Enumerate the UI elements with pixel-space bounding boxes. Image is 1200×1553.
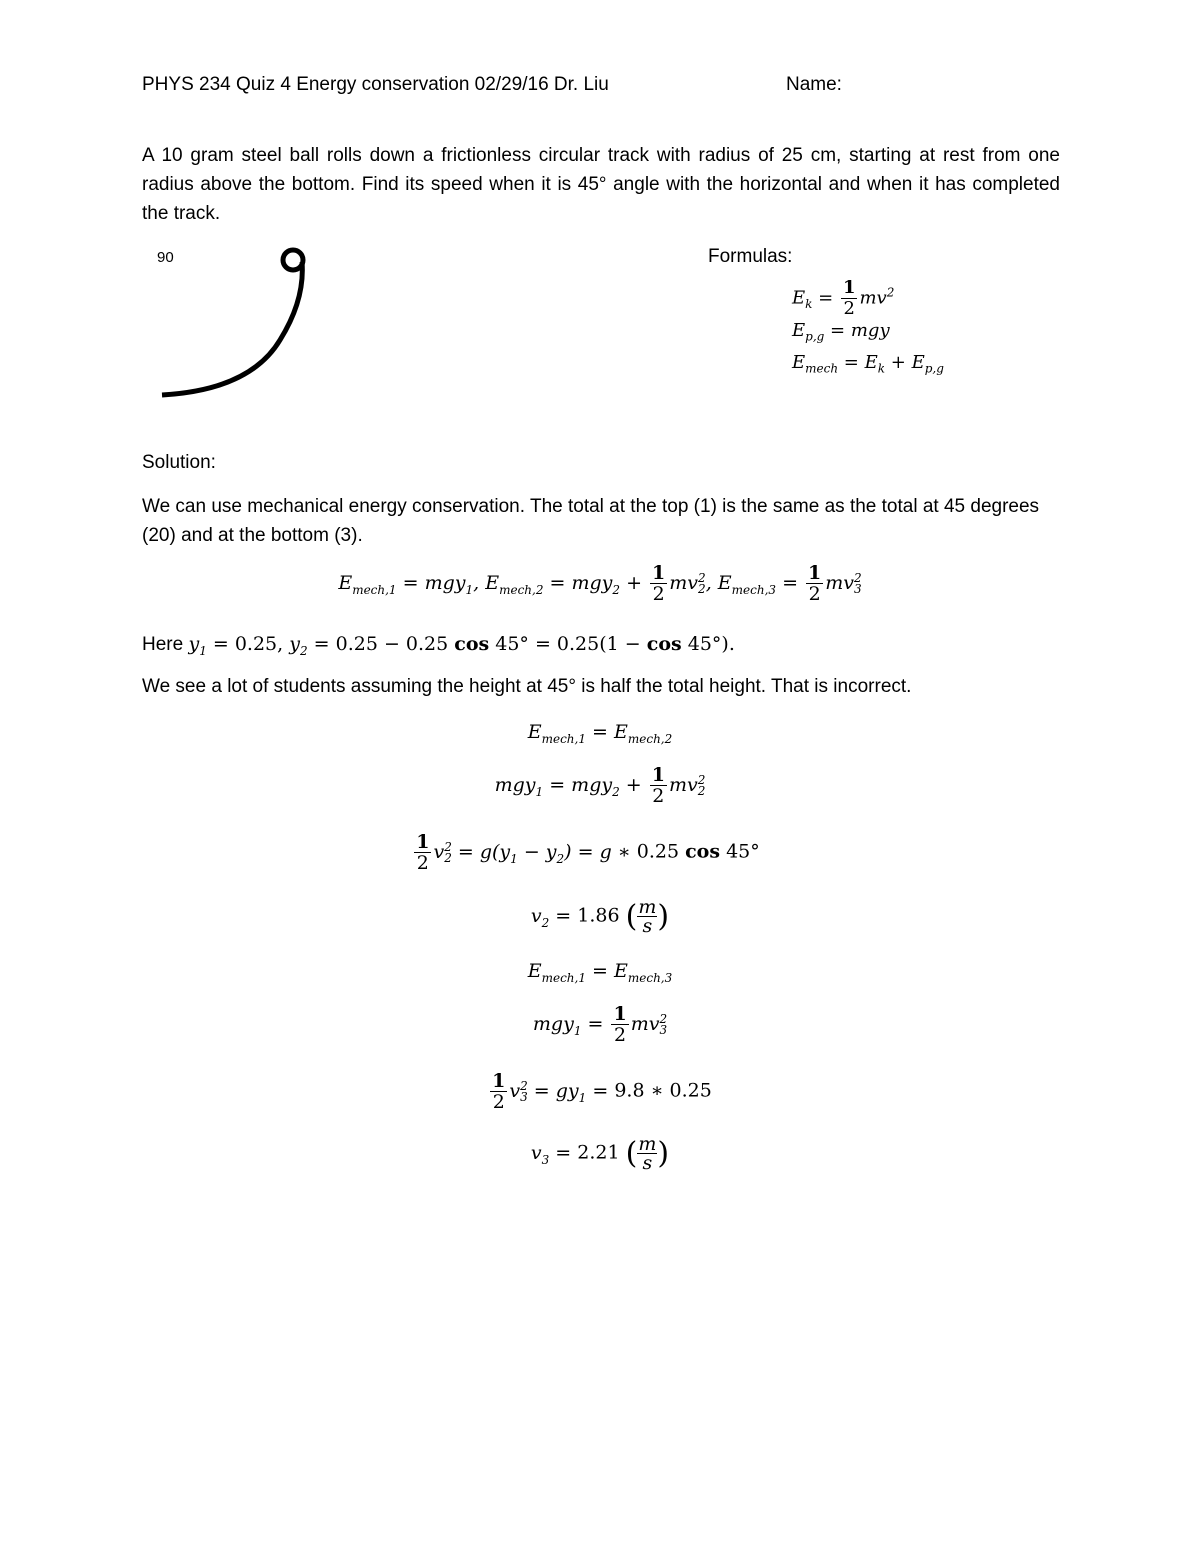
- problem-text: A 10 gram steel ball rolls down a frictionless circular track with radius of 25 cm, starting at rest from one radius above the bottom. Find its speed when it is 45° angle with the horizontal and when it has completed the track.: [142, 145, 1060, 224]
- equation-mgy1-half-mv3: mgy$_1$ = $\frac{1}{2}$ mv 2 3: [532, 1003, 668, 1046]
- track-curve: [162, 262, 302, 395]
- result-v3: $v_3 = 2.21$ ( $\frac{m}{s}$ ): [530, 1133, 670, 1174]
- misconception-note: We see a lot of students assuming the height at 45° is half the total height. That is incorrect.: [142, 676, 912, 697]
- equation-mgy1-mgy2: mgy$_1$ = mgy$_2$ + $\frac{1}{2}$ mv 2 2: [494, 764, 706, 807]
- equation-energy-terms: $E_{mech,1} = mgy_1$, $E_{mech,2} = mgy_2$ + $\frac{1}{2}$ mv 2 2 , $E_{mech,3}$ = $\frac{1}{2}$ mv 2 3: [338, 562, 862, 605]
- track-figure: [150, 240, 330, 410]
- solution-intro: We can use mechanical energy conservation. The total at the top (1) is the same as the total at 45 degrees (20) and at the bottom (3).: [142, 496, 1040, 546]
- track-loop: [283, 250, 303, 270]
- equation-half-v3-squared: $\frac{1}{2}$ v 2 3 = $gy_1 = 9.8$ ∗ 0.25: [492, 1070, 712, 1113]
- formulas-heading: Formulas:: [708, 246, 793, 267]
- heights-line: Here $y_1 = 0.25$, $y_2 = 0.25 - 0.25$ cos 45° = 0.25(1 − cos 45°).: [142, 633, 735, 658]
- result-v2: $v_2 = 1.86$ ( $\frac{m}{s}$ ): [530, 896, 670, 937]
- figure-angle-label: 90: [157, 249, 174, 266]
- solution-heading: Solution:: [142, 452, 216, 473]
- equation-conservation-1-2: $E_{mech,1} = E_{mech,2}$: [527, 721, 673, 746]
- formula-kinetic: $E_k$ = $\frac{1}{2}$ $mv^2$: [792, 277, 895, 319]
- formula-potential: $E_{p,g}$ = mgy: [792, 320, 890, 344]
- equation-conservation-1-3: $E_{mech,1} = E_{mech,3}$: [527, 960, 673, 985]
- formula-mechanical: $E_{mech} = E_k + E_{p,g}$: [792, 352, 944, 376]
- name-label: Name:: [786, 74, 842, 95]
- page-header-title: PHYS 234 Quiz 4 Energy conservation 02/29/16 Dr. Liu: [142, 74, 609, 95]
- equation-half-v2-squared: $\frac{1}{2}$ v 2 2 = $g(y_1 - y_2) = g$ ∗ 0.25 cos 45°: [416, 831, 760, 874]
